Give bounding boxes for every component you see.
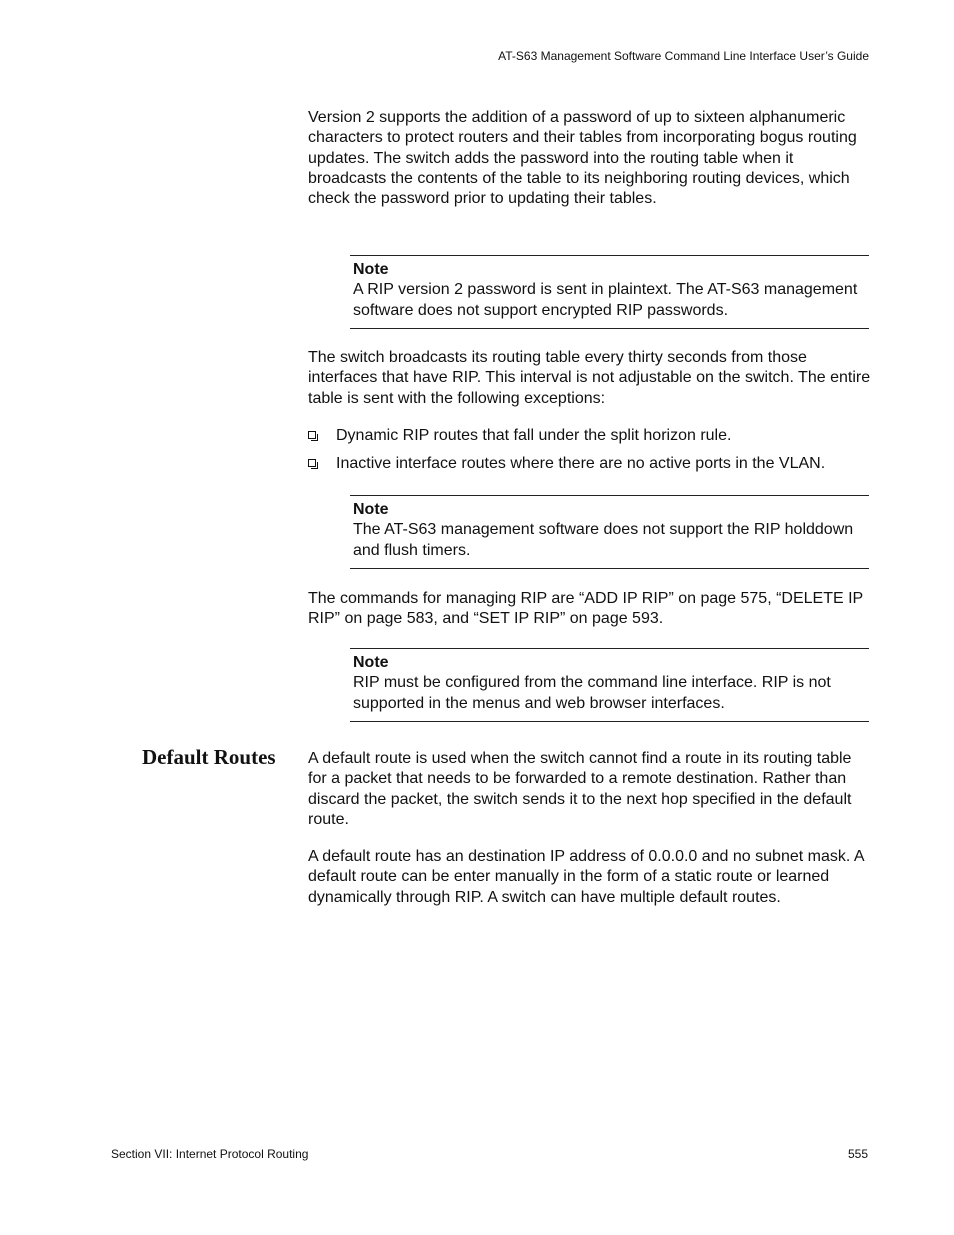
paragraph-routing-broadcast: The switch broadcasts its routing table every thirty seconds from those interfaces that have RIP. This interval is not adjustable on the switch. The entire table is sent with the following exceptions: — [308, 349, 871, 407]
checkbox-bullet-icon — [308, 431, 316, 439]
paragraph-default-route-address: A default route has an destination IP address of 0.0.0.0 and no subnet mask. A default route can be enter manually in the form of a static route or learned dynamically through RIP. A switch can have multiple default routes. — [308, 848, 864, 906]
paragraph-rip-v2-password: Version 2 supports the addition of a password of up to sixteen alphanumeric characters to protect routers and their tables from incorporating bogus routing updates. The switch adds the password into the routing table when it broadcasts the contents of the table to its neighboring routing devices, which check the password prior to updating their tables. — [308, 109, 857, 208]
list-item-text: Dynamic RIP routes that fall under the split horizon rule. — [336, 427, 732, 444]
paragraph-default-route-usage: A default route is used when the switch cannot find a route in its routing table for a packet that needs to be forwarded to a remote destination. Rather than discard the packet, the switch sends it to the next hop specified in the default route. — [308, 750, 852, 828]
checkbox-bullet-icon — [308, 459, 316, 467]
note-box-2 — [350, 495, 869, 569]
paragraph-rip-commands: The commands for managing RIP are “ADD IP RIP” on page 575, “DELETE IP RIP” on page 583, and “SET IP RIP” on page 593. — [308, 590, 863, 628]
page-number: 555 — [847, 1147, 868, 1161]
note-text: A RIP version 2 password is sent in plaintext. The AT-S63 management software does not support encrypted RIP passwords. — [353, 281, 858, 319]
note-title: Note — [353, 501, 389, 518]
note-box-1 — [350, 255, 869, 329]
note-text: The AT-S63 management software does not support the RIP holddown and flush timers. — [353, 521, 854, 559]
section-heading: Default Routes — [142, 745, 276, 769]
footer-section: Section VII: Internet Protocol Routing — [111, 1147, 309, 1161]
note-title: Note — [353, 261, 389, 278]
list-item-text: Inactive interface routes where there are no active ports in the VLAN. — [336, 455, 826, 472]
note-title: Note — [353, 654, 389, 671]
note-text: RIP must be configured from the command line interface. RIP is not supported in the menus and web browser interfaces. — [353, 674, 831, 712]
running-header: AT-S63 Management Software Command Line Interface User’s Guide — [498, 49, 869, 63]
note-box-3 — [350, 648, 869, 722]
